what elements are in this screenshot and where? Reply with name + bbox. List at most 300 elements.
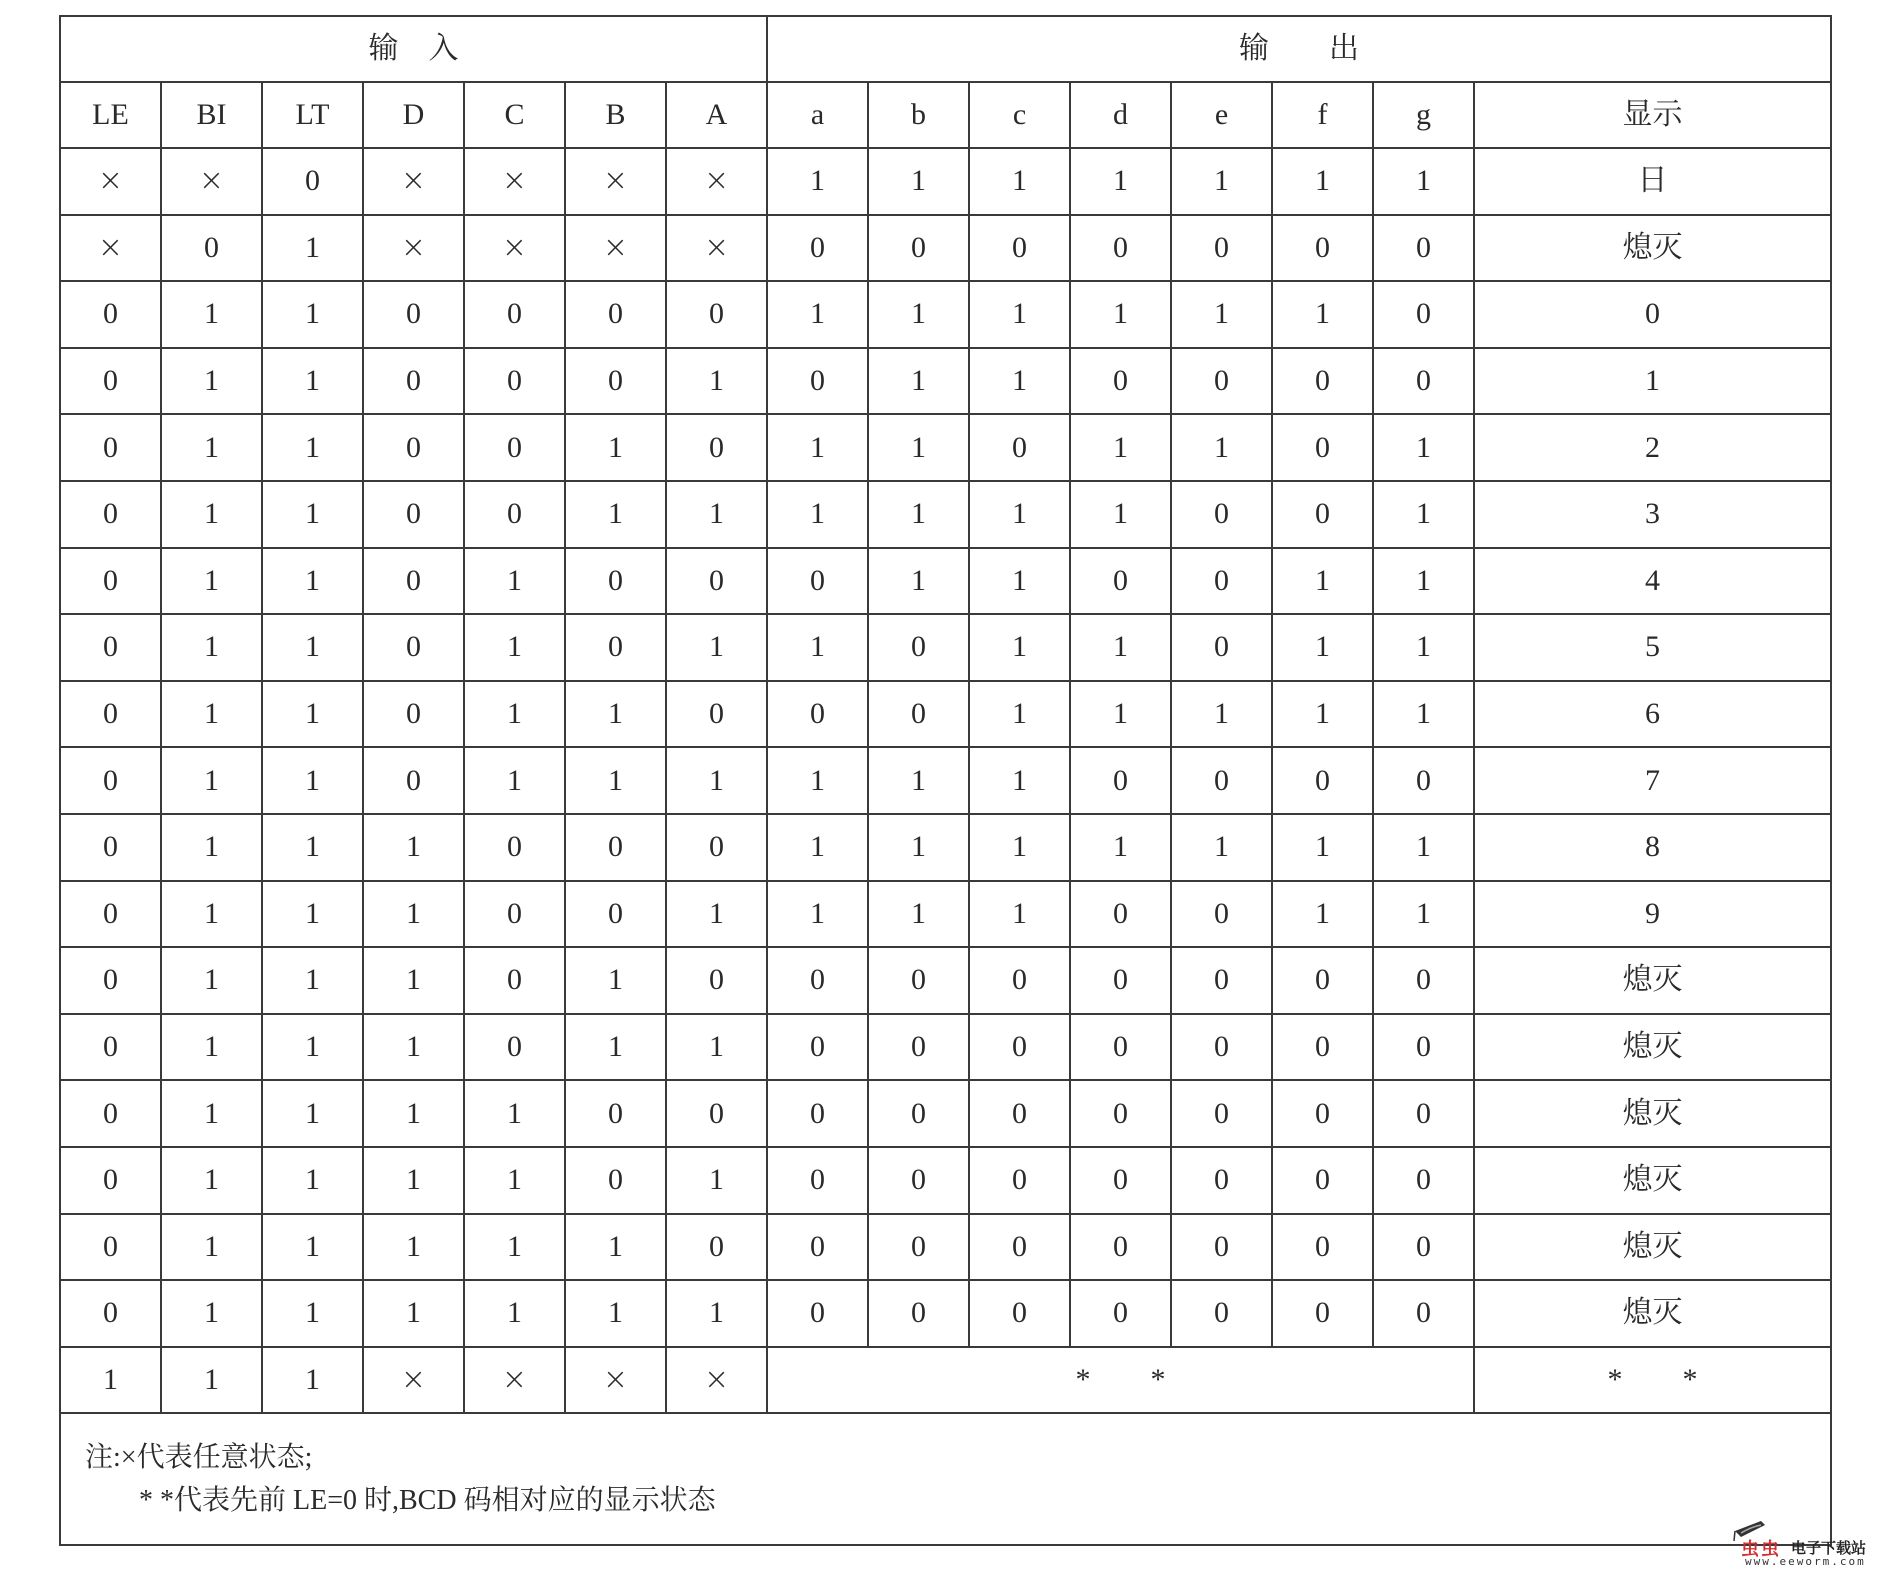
- cell-seg-f: 1: [1272, 281, 1373, 348]
- cell-b: 0: [565, 1080, 666, 1147]
- col-header-seg-e: e: [1171, 82, 1272, 148]
- column-header-row: [60, 82, 1831, 148]
- cell-lt: 1: [262, 548, 363, 615]
- cell-seg-f: 0: [1272, 414, 1373, 481]
- cell-display: 熄灭: [1474, 1214, 1831, 1281]
- cell-seg-b: 0: [868, 947, 969, 1014]
- cell-a: 1: [666, 747, 767, 814]
- cell-seg-f: 0: [1272, 1080, 1373, 1147]
- cell-d: 0: [363, 414, 464, 481]
- cell-seg-f: 0: [1272, 481, 1373, 548]
- cell-bi: 1: [161, 481, 262, 548]
- cell-seg-e: 0: [1171, 215, 1272, 282]
- cell-seg-g: 0: [1373, 1080, 1474, 1147]
- cell-c: ×: [464, 148, 565, 215]
- cell-seg-f: 1: [1272, 681, 1373, 748]
- cell-seg-a: 1: [767, 148, 868, 215]
- cell-seg-b: 0: [868, 1214, 969, 1281]
- cell-bi: 1: [161, 1080, 262, 1147]
- cell-seg-c: 0: [969, 1280, 1070, 1347]
- col-header-seg-g: g: [1373, 82, 1474, 148]
- cell-d: 1: [363, 1280, 464, 1347]
- table-row: [60, 414, 1831, 481]
- cell-lt: 1: [262, 348, 363, 415]
- cell-b: 0: [565, 814, 666, 881]
- cell-seg-c: 1: [969, 881, 1070, 948]
- cell-display: 1: [1474, 348, 1831, 415]
- cell-bi: 1: [161, 348, 262, 415]
- cell-c: 1: [464, 1214, 565, 1281]
- cell-seg-f: 0: [1272, 1014, 1373, 1081]
- cell-le: 0: [60, 1080, 161, 1147]
- cell-seg-b: 0: [868, 1280, 969, 1347]
- cell-seg-e: 1: [1171, 281, 1272, 348]
- cell-seg-b: 0: [868, 1080, 969, 1147]
- cell-seg-b: 0: [868, 681, 969, 748]
- cell-le: 0: [60, 814, 161, 881]
- notes-cell: [60, 1413, 1831, 1545]
- table-row: [60, 1080, 1831, 1147]
- cell-b: 1: [565, 1014, 666, 1081]
- cell-seg-c: 1: [969, 681, 1070, 748]
- cell-lt: 1: [262, 1147, 363, 1214]
- cell-seg-g: 0: [1373, 1147, 1474, 1214]
- cell-bi: 1: [161, 1147, 262, 1214]
- cell-seg-e: 0: [1171, 747, 1272, 814]
- cell-lt: 1: [262, 215, 363, 282]
- cell-seg-g: 1: [1373, 548, 1474, 615]
- cell-bi: 1: [161, 1214, 262, 1281]
- cell-seg-g: 0: [1373, 1214, 1474, 1281]
- col-header-seg-d: d: [1070, 82, 1171, 148]
- cell-le: 0: [60, 1280, 161, 1347]
- cell-c: 1: [464, 681, 565, 748]
- cell-a: 1: [666, 614, 767, 681]
- cell-c: 1: [464, 614, 565, 681]
- cell-seg-g: 0: [1373, 947, 1474, 1014]
- cell-seg-a: 0: [767, 1147, 868, 1214]
- cell-bi: 0: [161, 215, 262, 282]
- cell-bi: 1: [161, 414, 262, 481]
- inputs-group-header: 输 入: [60, 16, 767, 82]
- table-row: [60, 481, 1831, 548]
- cell-display: 3: [1474, 481, 1831, 548]
- col-header-lt: LT: [262, 82, 363, 148]
- cell-c: ×: [464, 1347, 565, 1414]
- cell-display: 熄灭: [1474, 1080, 1831, 1147]
- cell-seg-d: 0: [1070, 1080, 1171, 1147]
- table-row: [60, 814, 1831, 881]
- cell-seg-c: 0: [969, 1080, 1070, 1147]
- cell-a: ×: [666, 215, 767, 282]
- cell-bi: 1: [161, 281, 262, 348]
- cell-display-latched: * *: [1474, 1347, 1831, 1414]
- cell-c: 1: [464, 1080, 565, 1147]
- cell-seg-g: 1: [1373, 414, 1474, 481]
- note-line-2: * *代表先前 LE=0 时,BCD 码相对应的显示状态: [139, 1485, 716, 1517]
- table-row: [60, 747, 1831, 814]
- table-row: [60, 947, 1831, 1014]
- cell-seg-b: 0: [868, 614, 969, 681]
- cell-d: 0: [363, 681, 464, 748]
- cell-seg-c: 0: [969, 947, 1070, 1014]
- cell-b: ×: [565, 148, 666, 215]
- cell-seg-d: 0: [1070, 1214, 1171, 1281]
- cell-seg-e: 0: [1171, 348, 1272, 415]
- cell-seg-f: 0: [1272, 1147, 1373, 1214]
- cell-lt: 1: [262, 481, 363, 548]
- cell-le: ×: [60, 148, 161, 215]
- cell-seg-g: 1: [1373, 614, 1474, 681]
- cell-seg-e: 0: [1171, 481, 1272, 548]
- cell-seg-g: 0: [1373, 1280, 1474, 1347]
- cell-lt: 1: [262, 281, 363, 348]
- cell-seg-e: 0: [1171, 1080, 1272, 1147]
- cell-seg-a: 0: [767, 348, 868, 415]
- watermark-url: www.eeworm.com: [1745, 1555, 1866, 1568]
- cell-seg-c: 0: [969, 1147, 1070, 1214]
- cell-seg-b: 0: [868, 1014, 969, 1081]
- truth-table: [59, 15, 1832, 1546]
- cell-b: 0: [565, 548, 666, 615]
- cell-seg-c: 1: [969, 548, 1070, 615]
- cell-seg-g: 0: [1373, 348, 1474, 415]
- cell-a: 1: [666, 348, 767, 415]
- cell-seg-g: 1: [1373, 681, 1474, 748]
- cell-c: 0: [464, 1014, 565, 1081]
- cell-a: 0: [666, 814, 767, 881]
- cell-seg-b: 1: [868, 747, 969, 814]
- cell-b: 0: [565, 281, 666, 348]
- cell-seg-b: 1: [868, 481, 969, 548]
- cell-seg-e: 0: [1171, 1214, 1272, 1281]
- cell-seg-b: 1: [868, 281, 969, 348]
- cell-seg-c: 1: [969, 747, 1070, 814]
- cell-lt: 1: [262, 947, 363, 1014]
- col-header-b: B: [565, 82, 666, 148]
- cell-seg-c: 1: [969, 614, 1070, 681]
- cell-seg-a: 0: [767, 681, 868, 748]
- cell-le: 0: [60, 481, 161, 548]
- cell-seg-f: 0: [1272, 1280, 1373, 1347]
- cell-c: 0: [464, 947, 565, 1014]
- cell-seg-e: 0: [1171, 548, 1272, 615]
- table-row: [60, 681, 1831, 748]
- cell-seg-g: 0: [1373, 215, 1474, 282]
- watermark: [1723, 1511, 1873, 1567]
- cell-b: 1: [565, 414, 666, 481]
- cell-lt: 1: [262, 814, 363, 881]
- cell-le: 0: [60, 947, 161, 1014]
- cell-b: 1: [565, 747, 666, 814]
- col-header-seg-a: a: [767, 82, 868, 148]
- cell-a: 0: [666, 681, 767, 748]
- cell-seg-c: 0: [969, 215, 1070, 282]
- cell-display: 5: [1474, 614, 1831, 681]
- watermark-brand-red: 虫虫: [1741, 1539, 1781, 1560]
- cell-c: 1: [464, 1280, 565, 1347]
- table-row: [60, 1014, 1831, 1081]
- cell-lt: 1: [262, 747, 363, 814]
- cell-lt: 1: [262, 1080, 363, 1147]
- cell-seg-d: 1: [1070, 148, 1171, 215]
- cell-le: ×: [60, 215, 161, 282]
- cell-seg-d: 0: [1070, 1280, 1171, 1347]
- cell-display: 8: [1474, 814, 1831, 881]
- cell-seg-e: 1: [1171, 148, 1272, 215]
- cell-b: 0: [565, 881, 666, 948]
- cell-display: 熄灭: [1474, 1014, 1831, 1081]
- cell-lt: 1: [262, 414, 363, 481]
- cell-a: 1: [666, 1280, 767, 1347]
- cell-c: 0: [464, 814, 565, 881]
- cell-bi: 1: [161, 947, 262, 1014]
- cell-bi: 1: [161, 1347, 262, 1414]
- cell-seg-f: 0: [1272, 348, 1373, 415]
- cell-le: 0: [60, 348, 161, 415]
- table-row: [60, 215, 1831, 282]
- cell-display: 4: [1474, 548, 1831, 615]
- notes-row: [60, 1413, 1831, 1545]
- cell-seg-a: 1: [767, 614, 868, 681]
- cell-b: 1: [565, 1280, 666, 1347]
- cell-seg-g: 0: [1373, 747, 1474, 814]
- cell-seg-b: 1: [868, 814, 969, 881]
- cell-seg-a: 0: [767, 1214, 868, 1281]
- cell-seg-g: 1: [1373, 814, 1474, 881]
- cell-seg-c: 1: [969, 814, 1070, 881]
- cell-seg-a: 1: [767, 281, 868, 348]
- cell-seg-b: 1: [868, 348, 969, 415]
- group-header-row: [60, 16, 1831, 82]
- cell-seg-c: 1: [969, 148, 1070, 215]
- cell-seg-d: 1: [1070, 614, 1171, 681]
- cell-seg-b: 1: [868, 148, 969, 215]
- cell-seg-c: 1: [969, 348, 1070, 415]
- cell-outputs-latched: * *: [767, 1347, 1474, 1414]
- cell-d: 0: [363, 348, 464, 415]
- cell-seg-a: 1: [767, 481, 868, 548]
- cell-seg-d: 1: [1070, 814, 1171, 881]
- cell-d: 0: [363, 747, 464, 814]
- col-header-seg-f: f: [1272, 82, 1373, 148]
- table-row: [60, 1147, 1831, 1214]
- cell-seg-e: 0: [1171, 947, 1272, 1014]
- cell-le: 0: [60, 681, 161, 748]
- cell-d: 1: [363, 814, 464, 881]
- cell-le: 0: [60, 747, 161, 814]
- cell-b: 0: [565, 614, 666, 681]
- cell-le: 0: [60, 1014, 161, 1081]
- cell-d: 1: [363, 947, 464, 1014]
- cell-seg-g: 1: [1373, 148, 1474, 215]
- cell-seg-d: 0: [1070, 947, 1171, 1014]
- cell-a: 0: [666, 548, 767, 615]
- cell-a: 0: [666, 1214, 767, 1281]
- cell-d: 1: [363, 1014, 464, 1081]
- cell-seg-c: 0: [969, 414, 1070, 481]
- outputs-group-header: 输 出: [767, 16, 1831, 82]
- cell-seg-g: 1: [1373, 881, 1474, 948]
- table-row: [60, 281, 1831, 348]
- cell-seg-d: 0: [1070, 215, 1171, 282]
- cell-a: 0: [666, 414, 767, 481]
- cell-b: 1: [565, 681, 666, 748]
- table-row: [60, 614, 1831, 681]
- cell-le: 0: [60, 281, 161, 348]
- cell-display: 熄灭: [1474, 215, 1831, 282]
- cell-le: 0: [60, 414, 161, 481]
- cell-seg-f: 0: [1272, 747, 1373, 814]
- cell-a: 1: [666, 481, 767, 548]
- cell-display: 7: [1474, 747, 1831, 814]
- cell-a: ×: [666, 148, 767, 215]
- cell-a: 1: [666, 1014, 767, 1081]
- cell-display: 熄灭: [1474, 947, 1831, 1014]
- cell-d: 0: [363, 614, 464, 681]
- cell-display: 6: [1474, 681, 1831, 748]
- cell-seg-f: 0: [1272, 1214, 1373, 1281]
- cell-seg-d: 0: [1070, 348, 1171, 415]
- cell-seg-a: 0: [767, 1280, 868, 1347]
- cell-c: 0: [464, 414, 565, 481]
- cell-lt: 0: [262, 148, 363, 215]
- cell-seg-f: 1: [1272, 614, 1373, 681]
- cell-lt: 1: [262, 614, 363, 681]
- cell-display: 熄灭: [1474, 1280, 1831, 1347]
- cell-d: ×: [363, 215, 464, 282]
- cell-seg-c: 1: [969, 281, 1070, 348]
- cell-c: 1: [464, 747, 565, 814]
- cell-bi: 1: [161, 614, 262, 681]
- cell-seg-a: 1: [767, 881, 868, 948]
- cell-a: 1: [666, 1147, 767, 1214]
- cell-d: 1: [363, 881, 464, 948]
- cell-seg-a: 1: [767, 814, 868, 881]
- cell-b: 1: [565, 1214, 666, 1281]
- col-header-le: LE: [60, 82, 161, 148]
- cell-seg-d: 0: [1070, 1147, 1171, 1214]
- cell-c: 0: [464, 281, 565, 348]
- cell-lt: 1: [262, 881, 363, 948]
- cell-bi: 1: [161, 814, 262, 881]
- cell-seg-e: 0: [1171, 1280, 1272, 1347]
- cell-seg-e: 0: [1171, 1014, 1272, 1081]
- cell-b: 1: [565, 947, 666, 1014]
- cell-seg-f: 0: [1272, 215, 1373, 282]
- cell-a: ×: [666, 1347, 767, 1414]
- cell-lt: 1: [262, 1214, 363, 1281]
- watermark-brand-name: 电子下载站: [1791, 1539, 1867, 1557]
- cell-seg-e: 0: [1171, 881, 1272, 948]
- table-row: [60, 348, 1831, 415]
- cell-seg-d: 0: [1070, 747, 1171, 814]
- col-header-c: C: [464, 82, 565, 148]
- cell-bi: 1: [161, 681, 262, 748]
- cell-bi: 1: [161, 1014, 262, 1081]
- latch-row: [60, 1347, 1831, 1414]
- cell-display: 2: [1474, 414, 1831, 481]
- cell-seg-g: 0: [1373, 281, 1474, 348]
- cell-seg-f: 1: [1272, 814, 1373, 881]
- cell-d: 1: [363, 1214, 464, 1281]
- cell-seg-a: 0: [767, 947, 868, 1014]
- cell-seg-d: 1: [1070, 481, 1171, 548]
- cell-a: 0: [666, 947, 767, 1014]
- cell-lt: 1: [262, 1347, 363, 1414]
- cell-seg-g: 1: [1373, 481, 1474, 548]
- cell-display: 0: [1474, 281, 1831, 348]
- cell-seg-b: 1: [868, 548, 969, 615]
- cell-seg-a: 1: [767, 414, 868, 481]
- cell-a: 0: [666, 1080, 767, 1147]
- cell-seg-b: 1: [868, 414, 969, 481]
- cell-seg-f: 0: [1272, 947, 1373, 1014]
- cell-seg-d: 0: [1070, 1014, 1171, 1081]
- cell-le: 0: [60, 614, 161, 681]
- cell-seg-c: 0: [969, 1214, 1070, 1281]
- cell-le: 0: [60, 1214, 161, 1281]
- cell-seg-e: 1: [1171, 681, 1272, 748]
- cell-d: 0: [363, 281, 464, 348]
- cell-seg-e: 0: [1171, 614, 1272, 681]
- cell-lt: 1: [262, 681, 363, 748]
- table-row: [60, 148, 1831, 215]
- cell-le: 0: [60, 881, 161, 948]
- cell-display: 9: [1474, 881, 1831, 948]
- table-row: [60, 881, 1831, 948]
- cell-c: 0: [464, 481, 565, 548]
- note-line-1: 注:×代表任意状态;: [85, 1441, 313, 1473]
- cell-bi: ×: [161, 148, 262, 215]
- cell-c: 0: [464, 348, 565, 415]
- cell-d: 0: [363, 548, 464, 615]
- cell-seg-d: 1: [1070, 681, 1171, 748]
- col-header-a: A: [666, 82, 767, 148]
- cell-c: ×: [464, 215, 565, 282]
- cell-seg-g: 0: [1373, 1014, 1474, 1081]
- cell-a: 0: [666, 281, 767, 348]
- cell-seg-d: 1: [1070, 281, 1171, 348]
- cell-b: ×: [565, 215, 666, 282]
- cell-c: 1: [464, 1147, 565, 1214]
- cell-lt: 1: [262, 1280, 363, 1347]
- cell-lt: 1: [262, 1014, 363, 1081]
- cell-seg-e: 0: [1171, 1147, 1272, 1214]
- col-header-seg-c: c: [969, 82, 1070, 148]
- cell-a: 1: [666, 881, 767, 948]
- cell-seg-a: 0: [767, 215, 868, 282]
- cell-seg-b: 0: [868, 1147, 969, 1214]
- cell-c: 0: [464, 881, 565, 948]
- cell-seg-d: 1: [1070, 414, 1171, 481]
- cell-seg-d: 0: [1070, 881, 1171, 948]
- cell-b: 0: [565, 1147, 666, 1214]
- cell-d: ×: [363, 1347, 464, 1414]
- cell-display: 日: [1474, 148, 1831, 215]
- cell-d: 1: [363, 1147, 464, 1214]
- cell-c: 1: [464, 548, 565, 615]
- cell-le: 0: [60, 548, 161, 615]
- cell-seg-a: 1: [767, 747, 868, 814]
- cell-seg-b: 0: [868, 215, 969, 282]
- cell-b: 1: [565, 481, 666, 548]
- table-row: [60, 548, 1831, 615]
- cell-seg-b: 1: [868, 881, 969, 948]
- col-header-bi: BI: [161, 82, 262, 148]
- cell-le: 0: [60, 1147, 161, 1214]
- cell-d: 1: [363, 1080, 464, 1147]
